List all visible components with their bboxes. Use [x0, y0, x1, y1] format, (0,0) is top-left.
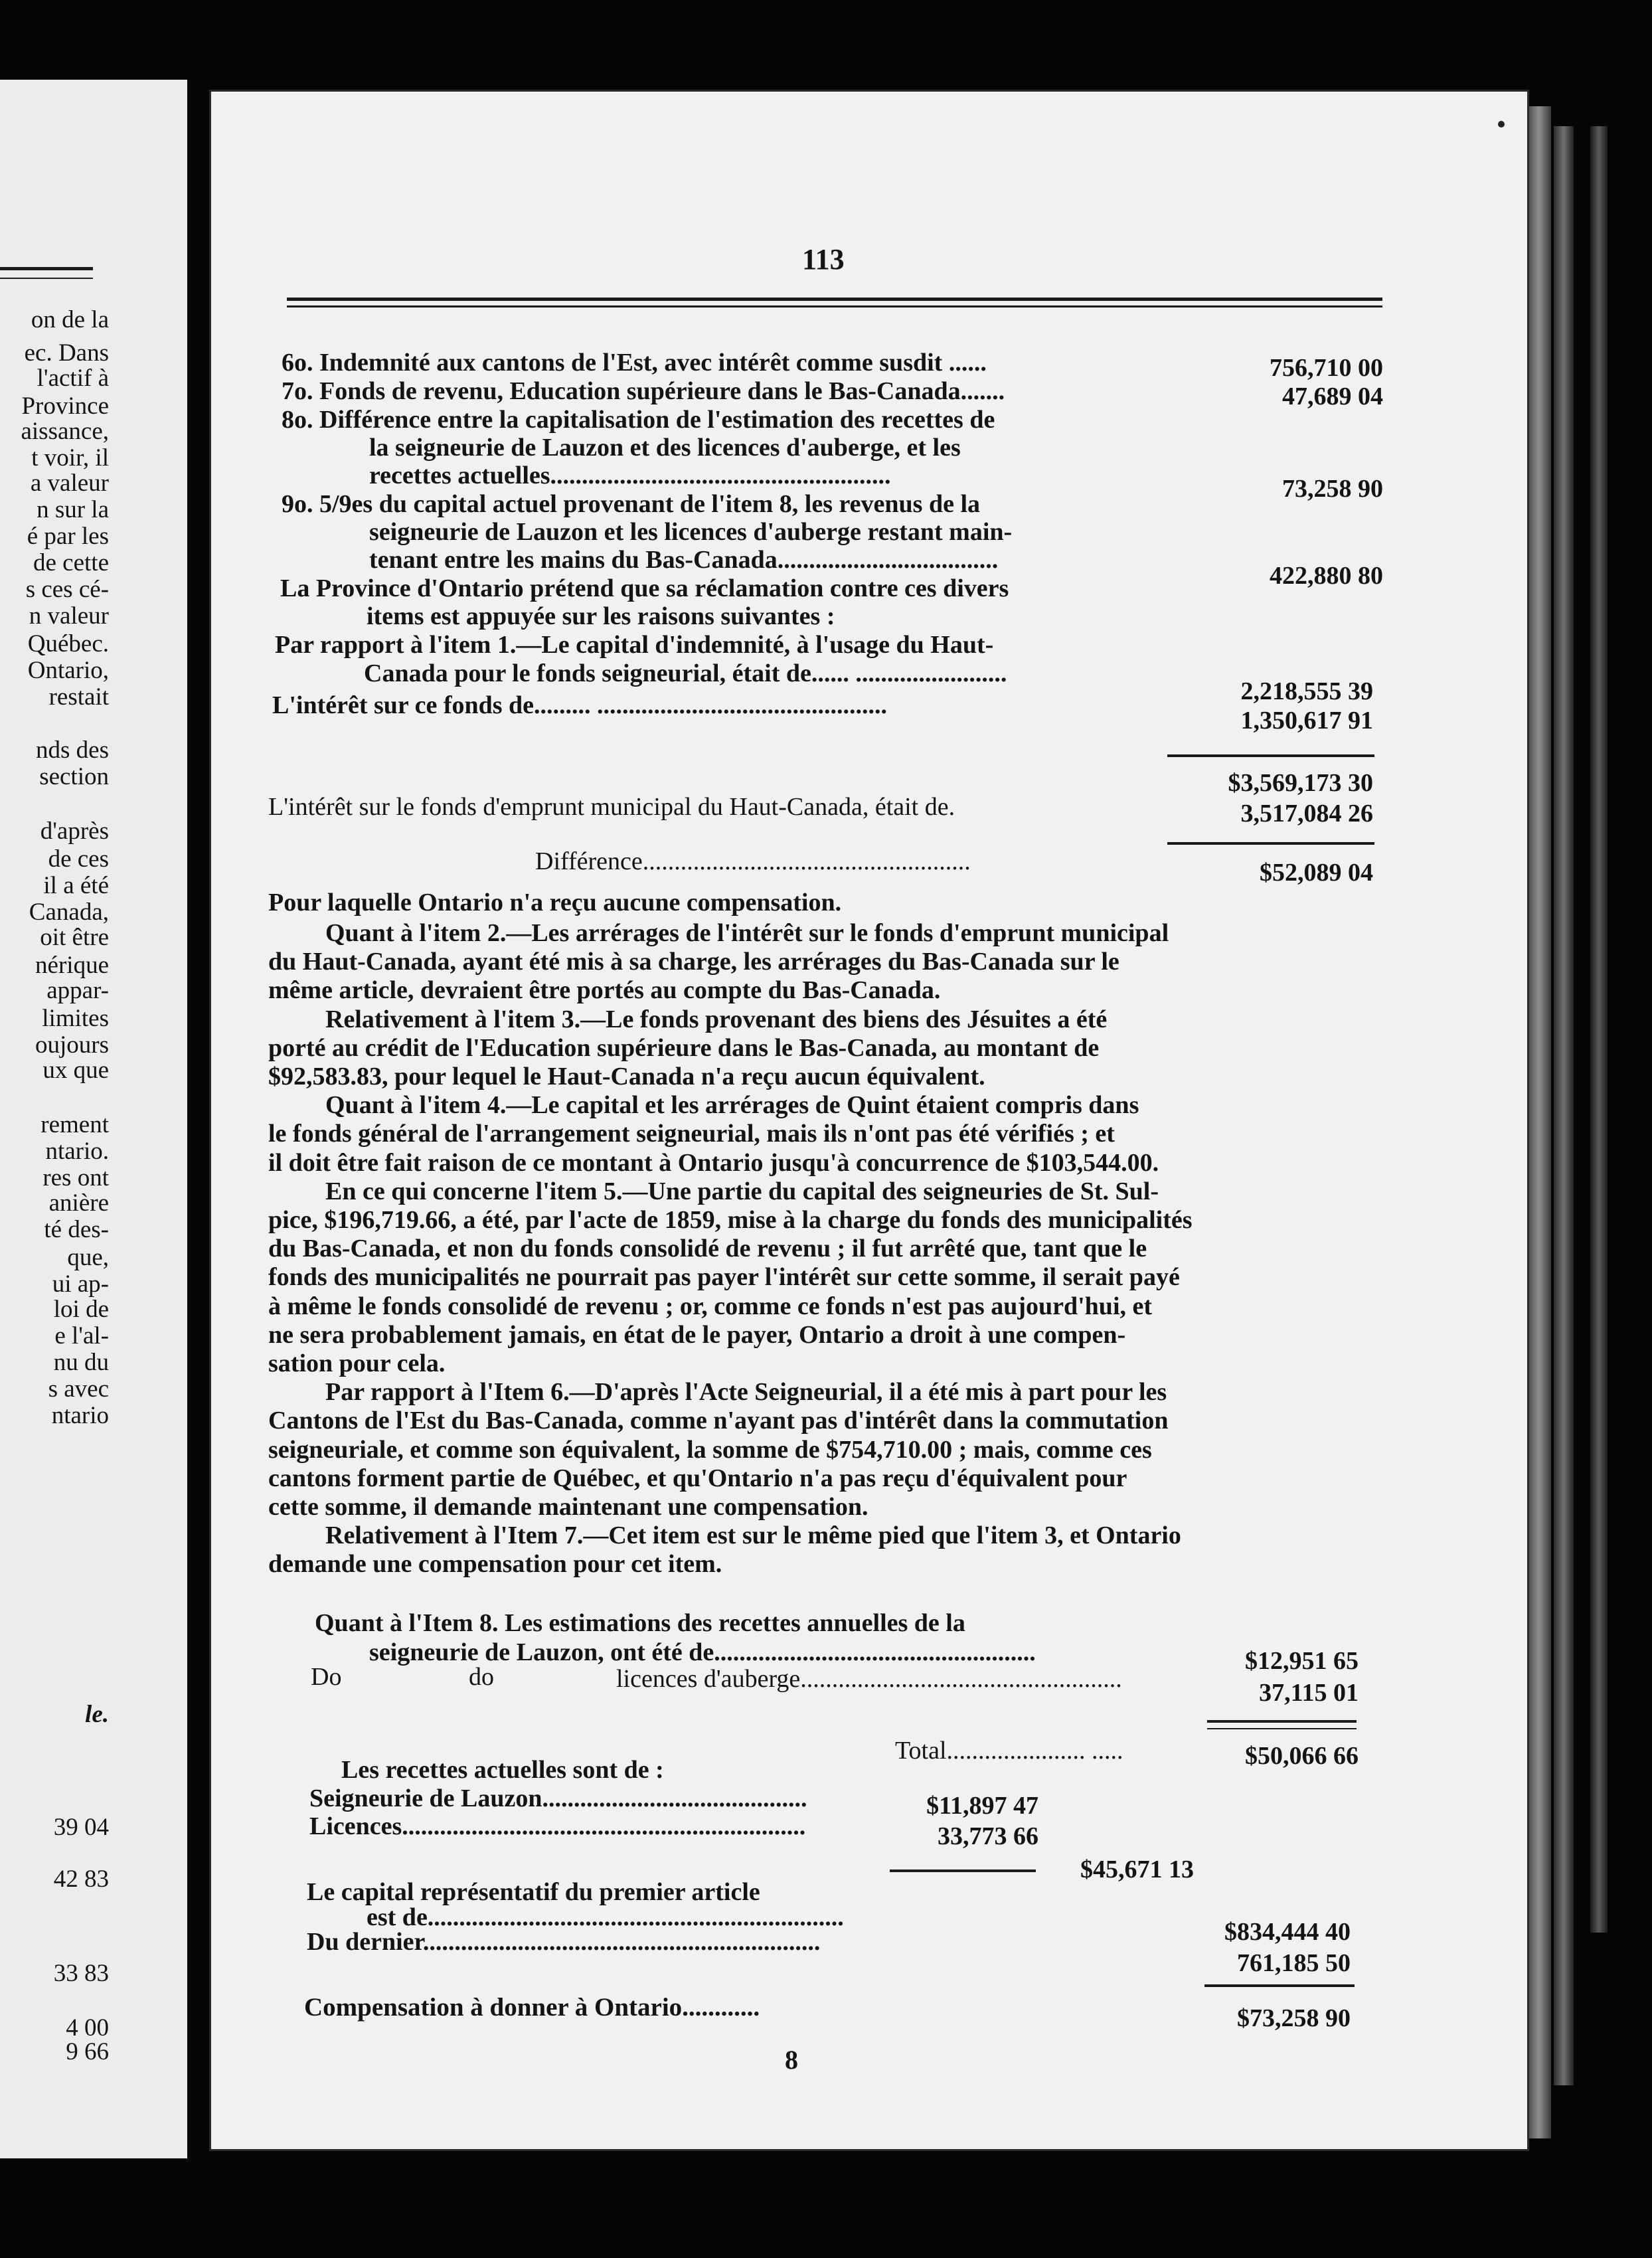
paragraph-line: seigneuriale, et comme son équivalent, la somme de $754,710.00 ; mais, comme ces	[268, 1436, 1152, 1464]
item1-line: Canada pour le fonds seigneurial, était de...... ........................	[364, 659, 1007, 687]
left-page-line: ui ap-	[52, 1270, 109, 1298]
difference-amount: $52,089 04	[1260, 859, 1373, 887]
left-page-line: ntario.	[45, 1138, 109, 1165]
paragraph-line: Quant à l'item 4.—Le capital et les arrérages de Quint étaient compris dans	[325, 1091, 1139, 1119]
paragraph-line: le fonds général de l'arrangement seigneurial, mais ils n'ont pas été vérifiés ; et	[268, 1120, 1115, 1148]
left-page-line: ntario	[51, 1402, 109, 1429]
paragraph-line: ne sera probablement jamais, en état de le payer, Ontario a droit à une compen-	[268, 1321, 1126, 1349]
item-line: recettes actuelles......................................................	[369, 462, 891, 489]
item1-line: Par rapport à l'item 1.—Le capital d'indemnité, à l'usage du Haut-	[275, 631, 994, 659]
paragraph-line: En ce qui concerne l'item 5.—Une partie du capital des seigneuries de St. Sul-	[325, 1177, 1159, 1205]
paragraph-line: à même le fonds consolidé de revenu ; or, comme ce fonds n'est pas aujourd'hui, et	[268, 1292, 1153, 1320]
left-page-line: t voir, il	[31, 444, 109, 472]
paragraph-line: cette somme, il demande maintenant une compensation.	[268, 1493, 868, 1521]
left-page-line: é par les	[27, 523, 109, 550]
signature-mark: 8	[785, 2045, 798, 2075]
left-page-line: Ontario,	[27, 657, 109, 684]
item-line: seigneurie de Lauzon et les licences d'auberge restant main-	[369, 518, 1013, 546]
sum-rule	[1204, 1984, 1355, 1987]
left-page-line: Québec.	[27, 630, 109, 657]
sum-rule	[1167, 754, 1374, 757]
page-edge	[1554, 126, 1574, 2085]
difference-label: Différence....................................................	[535, 847, 971, 875]
left-page-line: oujours	[35, 1031, 109, 1059]
left-page-line: ux que	[42, 1057, 109, 1084]
paragraph-line: porté au crédit de l'Education supérieure dans le Bas-Canada, au montant de	[268, 1034, 1100, 1062]
paragraph-line: Par rapport à l'Item 6.—D'après l'Acte Seigneurial, il a été mis à part pour les	[325, 1378, 1167, 1406]
page-edge	[1527, 106, 1551, 2138]
sum-rule	[1167, 842, 1374, 845]
left-page-line: 42 83	[53, 1866, 109, 1893]
left-page-line: oit être	[40, 924, 109, 951]
left-page-line: té des-	[44, 1216, 109, 1243]
left-page-line: n sur la	[37, 496, 109, 523]
capital-label: est de..................................................................	[367, 1903, 844, 1931]
page-speck	[1498, 121, 1505, 128]
paragraph-line: fonds des municipalités ne pourrait pas payer l'intérêt sur cette somme, il serait payé	[268, 1263, 1180, 1291]
left-page-line: loi de	[53, 1296, 109, 1323]
item-amount: 73,258 90	[1282, 475, 1383, 503]
total-amount: $50,066 66	[1245, 1742, 1359, 1770]
item-line: la seigneurie de Lauzon et des licences d'auberge, et les	[369, 434, 961, 462]
left-page-line: e l'al-	[54, 1322, 109, 1349]
left-page-rule-thin	[0, 278, 93, 279]
page-number: 113	[802, 243, 845, 276]
left-page-line: nérique	[35, 952, 109, 979]
total-label: Total...................... .....	[895, 1737, 1123, 1765]
capital-label: Le capital représentatif du premier article	[307, 1878, 760, 1906]
paragraph-line: Relativement à l'Item 7.—Cet item est sur le même pied que l'item 3, et Ontario	[325, 1521, 1181, 1549]
compensation-amount: $73,258 90	[1237, 2004, 1351, 2032]
item-amount: 422,880 80	[1270, 562, 1383, 590]
left-page-line: d'après	[40, 818, 109, 845]
left-page-line: 4 00	[66, 2014, 109, 2041]
municipal-amount: 3,517,084 26	[1240, 800, 1373, 827]
capital-amount: $834,444 40	[1224, 1918, 1351, 1946]
left-page-line: l'actif à	[37, 365, 109, 392]
item8-intro: seigneurie de Lauzon, ont été de...................................................	[369, 1638, 1036, 1666]
left-page-line: 9 66	[66, 2038, 109, 2065]
item-amount: 756,710 00	[1270, 354, 1383, 382]
header-rule-thin	[287, 305, 1382, 307]
paragraph-line: sation pour cela.	[268, 1349, 446, 1377]
left-page-line: aissance,	[21, 418, 109, 445]
item1-amount: 2,218,555 39	[1240, 677, 1373, 705]
sum-rule	[890, 1869, 1036, 1872]
sum-rule-thin	[1207, 1728, 1357, 1729]
left-page-line: Canada,	[29, 899, 109, 926]
claim-intro: La Province d'Ontario prétend que sa réclamation contre ces divers	[280, 574, 1009, 602]
ditto: do	[469, 1663, 494, 1691]
seigneurie-label: Seigneurie de Lauzon..........................................	[309, 1784, 807, 1812]
left-page-line: restait	[48, 683, 109, 711]
paragraph-line: cantons forment partie de Québec, et qu'Ontario n'a pas reçu d'équivalent pour	[268, 1464, 1127, 1492]
left-page-line: que,	[67, 1244, 109, 1271]
left-page-line: appar-	[46, 977, 109, 1004]
header-rule	[287, 298, 1382, 301]
actual-label: Les recettes actuelles sont de :	[341, 1756, 664, 1784]
left-page-line: Province	[21, 392, 109, 420]
page-edge	[1590, 126, 1608, 1933]
left-page-line: il a été	[43, 872, 109, 899]
paragraph-line: pice, $196,719.66, a été, par l'acte de 1859, mise à la charge du fonds des municipalités	[268, 1206, 1193, 1234]
left-page-rule	[0, 267, 93, 270]
left-page-line: anière	[48, 1189, 109, 1217]
paragraph-line: $92,583.83, pour lequel le Haut-Canada n'a reçu aucun équivalent.	[268, 1063, 985, 1090]
left-page-line: n valeur	[29, 602, 109, 630]
paragraph-line: Cantons de l'Est du Bas-Canada, comme n'ayant pas d'intérêt dans la commutation	[268, 1407, 1169, 1434]
left-page-line: le.	[85, 1701, 109, 1728]
paragraph-line: du Haut-Canada, ayant été mis à sa charge, les arrérages du Bas-Canada sur le	[268, 948, 1119, 976]
left-page-line: de ces	[48, 845, 109, 873]
sum-rule	[1207, 1720, 1357, 1723]
dernier-label: Du dernier...............................................................	[307, 1928, 821, 1956]
claim-intro: items est appuyée sur les raisons suivantes :	[367, 602, 835, 630]
dernier-amount: 761,185 50	[1237, 1949, 1351, 1977]
left-page-line: on de la	[31, 306, 109, 333]
item-line: 9o. 5/9es du capital actuel provenant de l'item 8, les revenus de la	[282, 490, 981, 518]
paragraph-line: demande une compensation pour cet item.	[268, 1550, 722, 1578]
licences2-label: Licences................................................................	[309, 1812, 806, 1840]
left-page-line: nu du	[53, 1349, 109, 1376]
left-page-line: section	[39, 763, 109, 790]
item-line: tenant entre les mains du Bas-Canada...................................	[369, 546, 999, 574]
interest-amount: 1,350,617 91	[1240, 707, 1373, 735]
lauzon-amount: $12,951 65	[1245, 1647, 1359, 1675]
paragraph-line: il doit être fait raison de ce montant à Ontario jusqu'à concurrence de $103,544.00.	[268, 1149, 1159, 1177]
seigneurie-amount: $11,897 47	[926, 1792, 1038, 1820]
left-page-line: 33 83	[53, 1960, 109, 1987]
municipal-label: L'intérêt sur le fonds d'emprunt municipal du Haut-Canada, était de.	[268, 793, 955, 821]
previous-page-fragment	[0, 80, 187, 2158]
item-line: 6o. Indemnité aux cantons de l'Est, avec intérêt comme susdit ......	[282, 349, 987, 377]
ditto: Do	[311, 1663, 342, 1691]
left-page-line: res ont	[42, 1164, 109, 1191]
paragraph-line: du Bas-Canada, et non du fonds consolidé de revenu ; il fut arrêté que, tant que le	[268, 1235, 1147, 1262]
interest-label: L'intérêt sur ce fonds de......... ..............................................	[272, 691, 888, 719]
item-amount: 47,689 04	[1282, 383, 1383, 410]
left-page-line: limites	[42, 1005, 109, 1032]
item8-intro: Quant à l'Item 8. Les estimations des recettes annuelles de la	[315, 1609, 965, 1637]
left-page-line: de cette	[33, 549, 109, 576]
left-page-line: rement	[41, 1111, 109, 1138]
actual-total: $45,671 13	[1080, 1856, 1194, 1883]
item-line: 8o. Différence entre la capitalisation de l'estimation des recettes de	[282, 406, 995, 434]
paragraph-line: même article, devraient être portés au compte du Bas-Canada.	[268, 976, 941, 1004]
licences-amount: 37,115 01	[1259, 1679, 1359, 1707]
left-page-line: ec. Dans	[24, 339, 109, 367]
item1-total: $3,569,173 30	[1228, 769, 1373, 797]
licences2-amount: 33,773 66	[938, 1822, 1038, 1850]
item-line: 7o. Fonds de revenu, Education supérieure dans le Bas-Canada.......	[282, 377, 1005, 405]
paragraph-line: Relativement à l'item 3.—Le fonds provenant des biens des Jésuites a été	[325, 1005, 1108, 1033]
no-compensation: Pour laquelle Ontario n'a reçu aucune compensation.	[268, 889, 842, 916]
left-page-line: s avec	[48, 1375, 109, 1403]
left-page-line: nds des	[36, 737, 109, 764]
left-page-line: s ces cé-	[25, 576, 109, 603]
left-page-line: a valeur	[30, 470, 109, 497]
compensation-label: Compensation à donner à Ontario............	[304, 1993, 760, 2022]
licences-label: licences d'auberge...................................................	[616, 1665, 1122, 1693]
left-page-line: 39 04	[53, 1814, 109, 1841]
paragraph-line: Quant à l'item 2.—Les arrérages de l'intérêt sur le fonds d'emprunt municipal	[325, 919, 1169, 947]
